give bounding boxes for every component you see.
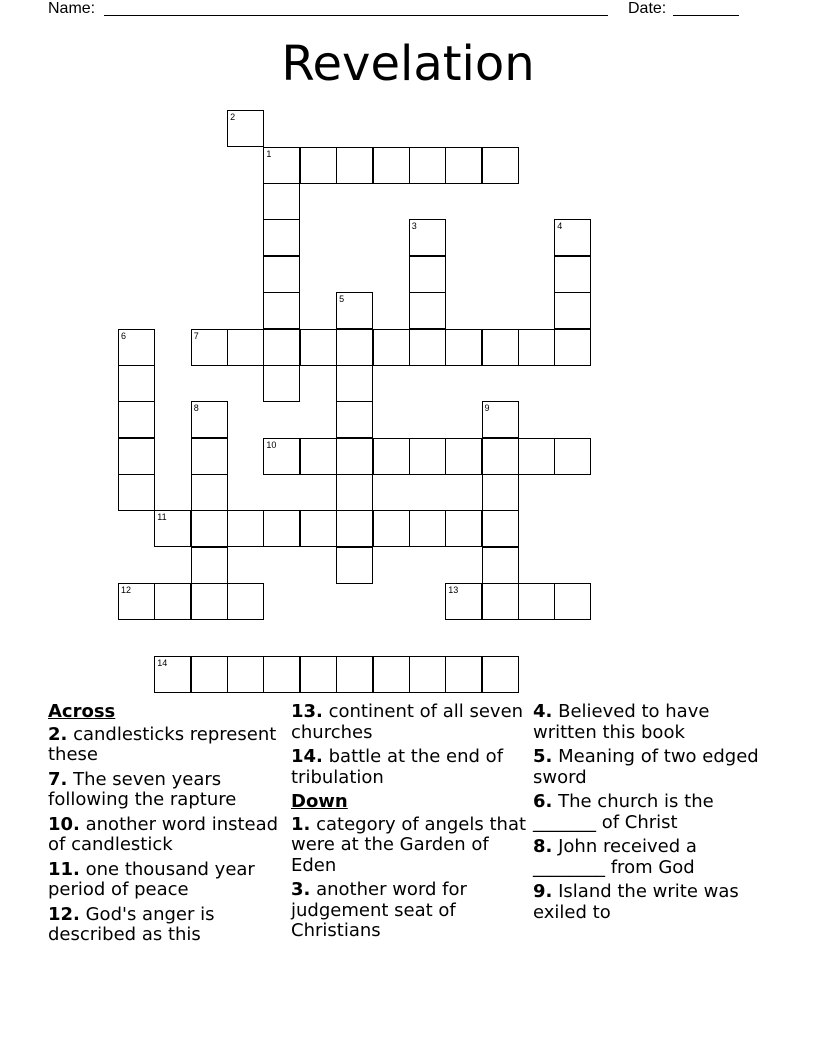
crossword-cell[interactable] [482,147,519,184]
cell-number: 11 [157,512,167,523]
crossword-cell[interactable] [373,329,410,366]
crossword-cell[interactable] [336,474,373,511]
crossword-cell[interactable] [263,256,300,293]
clue-number: 2. [48,723,68,745]
crossword-cell[interactable] [445,147,482,184]
clue-number: 8. [533,836,553,857]
crossword-cell[interactable] [300,147,337,184]
clue-across-13 [291,702,527,743]
cell-number: 14 [157,657,168,668]
crossword-cell[interactable] [191,401,228,438]
clue-text: God's anger is described as this [48,903,215,945]
clue-number: 13. [291,701,323,722]
crossword-cell[interactable] [373,147,410,184]
crossword-cell[interactable] [445,329,482,366]
crossword-cell[interactable] [118,329,155,366]
crossword-cell[interactable] [373,656,410,693]
crossword-cell[interactable] [336,365,373,402]
clue-number: 1. [291,813,311,835]
crossword-cell[interactable] [263,329,300,366]
clue-column-2 [291,702,527,946]
date-label: Date: [628,0,667,17]
clue-column-1 [48,702,284,950]
crossword-cell[interactable] [191,474,228,511]
crossword-cell[interactable] [518,329,555,366]
clue-number: 12. [48,903,80,925]
crossword-cell[interactable] [336,656,373,693]
clue-text: battle at the end of tribulation [291,746,504,788]
crossword-cell[interactable] [191,547,228,584]
clue-text: Island the write was exiled to [533,881,739,923]
crossword-cell[interactable] [409,256,446,293]
crossword-cell[interactable] [336,147,373,184]
crossword-cell[interactable] [518,438,555,475]
clue-across-11 [48,860,284,901]
clue-text: another word instead of candlestick [48,813,279,855]
crossword-cell[interactable] [482,438,519,475]
page-title: Revelation [281,36,535,92]
crossword-cell[interactable] [300,438,337,475]
crossword-cell[interactable] [518,583,555,620]
crossword-cell[interactable] [445,438,482,475]
crossword-cell[interactable] [300,329,337,366]
crossword-cell[interactable] [409,329,446,366]
crossword-cell[interactable] [227,110,264,147]
crossword-cell[interactable] [482,656,519,693]
cell-number: 10 [266,439,277,450]
clue-across-12 [48,905,284,946]
clue-text: candlesticks represent these [48,723,277,765]
crossword-cell[interactable] [373,438,410,475]
crossword-cell[interactable] [445,656,482,693]
clue-text: The seven years following the rapture [48,768,237,810]
crossword-cell[interactable] [554,256,591,293]
crossword-cell[interactable] [409,292,446,329]
cell-number: 2 [230,112,236,123]
clue-number: 10. [48,813,80,835]
cell-number: 5 [339,294,345,305]
crossword-cell[interactable] [227,583,264,620]
clue-down-3 [291,880,527,942]
crossword-cell[interactable] [191,583,228,620]
crossword-cell[interactable] [554,583,591,620]
cell-number: 3 [411,221,417,232]
crossword-cell[interactable] [409,656,446,693]
crossword-cell[interactable] [409,438,446,475]
crossword-cell[interactable] [118,401,155,438]
crossword-cell[interactable] [409,147,446,184]
crossword-cell[interactable] [482,583,519,620]
clue-text: Meaning of two edged sword [533,746,759,788]
crossword-cell[interactable] [482,547,519,584]
crossword-cell[interactable] [263,219,300,256]
clue-number: 11. [48,858,80,880]
clue-text: another word for judgement seat of Christians [291,879,467,941]
cell-number: 6 [121,330,127,341]
cell-number: 8 [193,403,199,414]
crossword-cell[interactable] [336,547,373,584]
clue-text: Believed to have written this book [533,701,710,743]
crossword-cell[interactable] [336,329,373,366]
crossword-cell[interactable] [263,438,300,475]
crossword-cell[interactable] [336,438,373,475]
clue-down-9 [533,882,769,923]
crossword-cell[interactable] [373,510,410,547]
crossword-cell[interactable] [482,401,519,438]
clue-down-5 [533,747,769,788]
clue-number: 9. [533,881,553,902]
cell-number: 7 [193,330,199,341]
crossword-cell[interactable] [445,510,482,547]
clue-down-1 [291,815,527,877]
name-label: Name: [48,0,96,17]
cell-number: 12 [121,584,132,595]
crossword-cell[interactable] [554,329,591,366]
crossword-cell[interactable] [336,401,373,438]
crossword-cell[interactable] [554,219,591,256]
crossword-cell[interactable] [118,583,155,620]
crossword-cell[interactable] [554,438,591,475]
down-heading: Down [291,791,348,812]
clue-across-7 [48,770,284,811]
cell-number: 1 [266,148,272,159]
crossword-cell[interactable] [118,365,155,402]
clue-across-2 [48,725,284,766]
cell-number: 9 [484,403,490,414]
clue-text: one thousand year period of peace [48,858,255,900]
crossword-cell[interactable] [154,510,191,547]
clue-number: 5. [533,746,553,767]
clue-number: 4. [533,701,553,722]
crossword-cell[interactable] [191,329,228,366]
clue-number: 7. [48,768,68,790]
crossword-cell[interactable] [263,656,300,693]
crossword-cell[interactable] [482,329,519,366]
clue-down-6 [533,792,769,833]
crossword-cell[interactable] [227,510,264,547]
crossword-cell[interactable] [482,510,519,547]
crossword-cell[interactable] [118,438,155,475]
crossword-cell[interactable] [263,365,300,402]
crossword-cell[interactable] [263,147,300,184]
clue-number: 14. [291,746,323,767]
crossword-cell[interactable] [554,292,591,329]
clue-text: John received a ________ from God [533,836,697,878]
crossword-cell[interactable] [118,474,155,511]
clue-text: category of angels that were at the Garden of Eden [291,813,527,876]
crossword-cell[interactable] [336,292,373,329]
crossword-cell[interactable] [154,656,191,693]
clue-across-10 [48,815,284,856]
crossword-cell[interactable] [227,656,264,693]
crossword-cell[interactable] [227,329,264,366]
cell-number: 13 [448,584,459,595]
crossword-cell[interactable] [482,474,519,511]
crossword-cell[interactable] [300,656,337,693]
crossword-cell[interactable] [336,510,373,547]
cell-number: 4 [557,221,563,232]
crossword-cell[interactable] [263,510,300,547]
crossword-cell[interactable] [154,583,191,620]
clue-number: 6. [533,791,553,812]
crossword-cell[interactable] [191,438,228,475]
clue-text: The church is the _______ of Christ [533,791,714,833]
crossword-cell[interactable] [445,583,482,620]
crossword-cell[interactable] [300,510,337,547]
clue-number: 3. [291,879,311,900]
clue-down-4 [533,702,769,743]
crossword-cell[interactable] [263,292,300,329]
across-heading: Across [48,701,116,722]
crossword-cell[interactable] [191,510,228,547]
crossword-cell[interactable] [409,510,446,547]
clue-text: continent of all seven churches [291,701,524,743]
crossword-cell[interactable] [409,219,446,256]
clue-column-3 [533,702,769,927]
clue-down-8 [533,837,769,878]
crossword-cell[interactable] [191,656,228,693]
clue-across-14 [291,747,527,788]
crossword-cell[interactable] [263,183,300,220]
